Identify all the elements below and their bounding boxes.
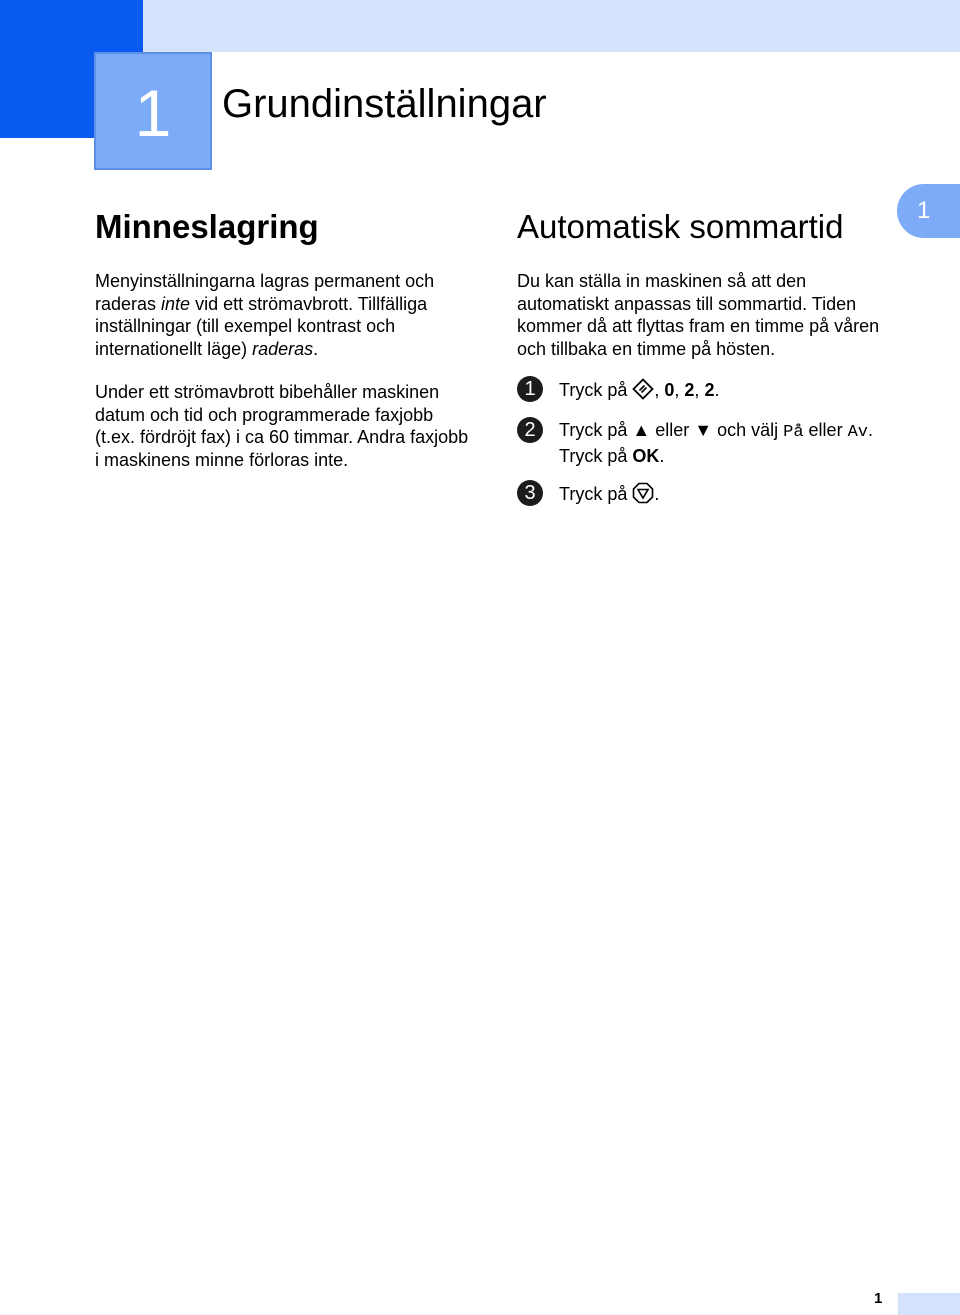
up-arrow-icon: ▲ xyxy=(632,420,651,440)
text: , xyxy=(654,380,665,400)
text: vid ett strömavbrott. Tillfälliga inställningar (till exempel kontrast och internationellt läge) xyxy=(95,293,428,359)
key-2: 2 xyxy=(684,380,695,400)
text: . xyxy=(867,420,873,440)
header-light-band xyxy=(143,0,960,52)
text: eller xyxy=(655,420,690,440)
text: , xyxy=(674,380,685,400)
section-heading-minneslagring: Minneslagring xyxy=(95,208,319,245)
step-number: 3 xyxy=(517,480,543,506)
paragraph-memory-settings xyxy=(95,270,475,360)
chapter-title: Grundinställningar xyxy=(222,82,547,126)
step-number: 2 xyxy=(517,417,543,443)
text-emphasis: inte xyxy=(161,293,191,314)
footer-bar xyxy=(898,1293,960,1315)
key-0: 0 xyxy=(664,380,675,400)
text: . xyxy=(659,445,665,466)
step-text xyxy=(559,378,719,402)
step-text xyxy=(559,419,873,467)
text: , xyxy=(694,380,705,400)
text: Tryck på xyxy=(559,420,628,440)
chapter-side-tab: 1 xyxy=(897,184,960,238)
text: . xyxy=(714,380,720,400)
paragraph-daylight-intro: Du kan ställa in maskinen så att den automatiskt anpassas till sommartid. Tiden kommer då att flyttas fram en timme på våren och tillbaka en timme på hösten. xyxy=(517,271,880,359)
ok-key: OK xyxy=(632,445,660,466)
menu-key-icon xyxy=(632,378,654,400)
section-heading-daylight-saving: Automatisk sommartid xyxy=(517,208,844,245)
stop-exit-key-icon xyxy=(632,482,654,504)
key-2: 2 xyxy=(704,380,715,400)
chapter-number: 1 xyxy=(94,52,212,170)
paragraph-power-failure: Under ett strömavbrott bibehåller maskinen datum och tid och programmerade faxjobb (t.ex. fördröjt fax) i ca 60 timmar. Andra faxjobb i maskinens minne förloras inte. xyxy=(95,382,469,470)
page-number: 1 xyxy=(874,1290,883,1307)
text: . xyxy=(313,338,319,359)
text: och välj xyxy=(717,420,779,440)
text: . xyxy=(654,484,660,504)
text: Menyinställningarna lagras permanent och raderas xyxy=(95,271,435,314)
text: Tryck på xyxy=(559,484,628,504)
text-emphasis: raderas xyxy=(252,338,314,359)
text: Tryck på xyxy=(559,445,628,466)
text: eller xyxy=(808,420,843,440)
down-arrow-icon: ▼ xyxy=(694,420,713,440)
option-pa: På xyxy=(783,423,804,442)
step-text xyxy=(559,482,659,506)
option-av: Av xyxy=(847,423,868,442)
text: Tryck på xyxy=(559,380,628,400)
step-number: 1 xyxy=(517,376,543,402)
